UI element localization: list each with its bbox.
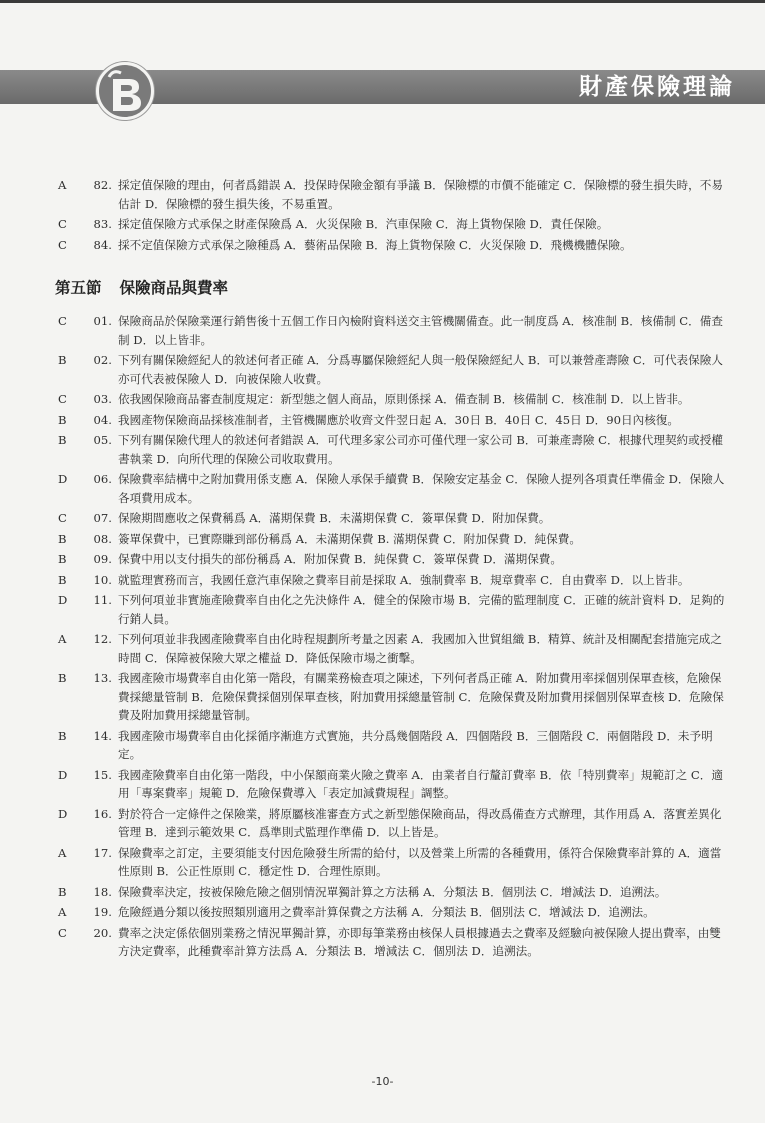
question-list-top (0, 176, 765, 254)
answer-key: B (58, 728, 67, 743)
answer-key: C (58, 217, 67, 231)
answer-key: C (58, 314, 67, 328)
question-item (0, 924, 765, 961)
question-text: 採定值保險方式承保之財產保險爲 A．火災保險 B．汽車保險 C．海上貨物保險 D．責任保險。 (118, 217, 609, 231)
question-text: 保險期間應收之保費稱爲 A．滿期保費 B．未滿期保費 C．簽單保費 D．附加保費。 (118, 511, 551, 525)
question-item (0, 844, 765, 881)
answer-key: A (58, 632, 67, 646)
question-number: 16. (93, 806, 112, 821)
question-text: 保費中用以支付損失的部份稱爲 A．附加保費 B．純保費 C．簽單保費 D．滿期保費。 (118, 552, 562, 566)
answer-key: B (58, 884, 67, 899)
question-item (0, 530, 765, 549)
answer-key: D (58, 767, 68, 782)
answer-key: D (58, 593, 68, 607)
question-number: 03. (93, 392, 112, 406)
question-number: 01. (93, 314, 112, 328)
answer-key: B (58, 433, 67, 447)
question-item (0, 236, 765, 255)
question-number: 02. (93, 353, 112, 367)
question-number: 19. (93, 905, 112, 919)
question-item (0, 431, 765, 468)
question-number: 18. (93, 884, 112, 899)
question-number: 20. (93, 925, 112, 940)
answer-key: B (58, 531, 67, 546)
question-text: 就監理實務而言，我國任意汽車保險之費率目前是採取 A．強制費率 B．規章費率 C．自由費率 D．以上皆非。 (118, 572, 690, 587)
question-item (0, 766, 765, 803)
answer-key: D (58, 806, 68, 821)
question-text: 我國產險市場費率自由化第一階段，有關業務檢查項之陳述，下列何者爲正確 A．附加費用率採個別保單查核，危險保費採總量管制 B．危險保費採個別保單查核，附加費用採總量管制 C．危險保費及附加費用採個別保單查核 D．危險保費及附加費用採總量管制。 (118, 671, 724, 722)
question-text: 保險費率決定，按被保險危險之個別情況單獨計算之方法稱 A．分類法 B．個別法 C．增減法 D．追溯法。 (118, 884, 667, 899)
question-text: 下列有關保險代理人的敘述何者錯誤 A．可代理多家公司亦可僅代理一家公司 B．可兼產壽險 C．根據代理契約或授權書執業 D．向所代理的保險公司收取費用。 (118, 433, 723, 466)
question-number: 82. (93, 178, 112, 192)
question-item (0, 509, 765, 528)
book-title: 財產保險理論 (579, 74, 735, 100)
question-text: 保險費率結構中之附加費用係支應 A．保險人承保手續費 B．保險安定基金 C．保險人提列各項責任準備金 D．保險人各項費用成本。 (118, 472, 725, 505)
answer-key: C (58, 237, 67, 252)
question-number: 13. (93, 671, 112, 685)
answer-key: B (58, 412, 67, 427)
question-number: 15. (93, 767, 112, 782)
question-text: 保險商品於保險業運行銷售後十五個工作日內檢附資料送交主管機關備查。此一制度爲 A．核准制 B．核備制 C．備查制 D．以上皆非。 (118, 314, 723, 347)
publisher-logo-icon (96, 62, 154, 120)
question-text: 我國產險市場費率自由化採循序漸進方式實施，共分爲幾個階段 A．四個階段 B．三個階段 C．兩個階段 D．未予明定。 (118, 728, 713, 761)
question-number: 05. (93, 433, 112, 447)
question-list-main (0, 312, 765, 961)
question-item (0, 470, 765, 507)
answer-key: C (58, 925, 67, 940)
question-number: 08. (93, 531, 112, 546)
question-number: 04. (93, 412, 112, 427)
question-number: 07. (93, 511, 112, 525)
question-text: 保險費率之訂定，主要須能支付因危險發生所需的給付，以及營業上所需的各種費用，係符合保險費率計算的 A．適當性原則 B．公正性原則 C．穩定性 D．合理性原則。 (118, 845, 722, 878)
question-item (0, 805, 765, 842)
answer-key: A (58, 178, 67, 192)
question-number: 12. (93, 632, 112, 646)
section-name: 保險商品與費率 (119, 278, 229, 297)
question-number: 17. (93, 845, 112, 860)
answer-key: D (58, 472, 68, 486)
question-text: 採不定值保險方式承保之險種爲 A．藝術品保險 B．海上貨物保險 C．火災保險 D．飛機機體保險。 (118, 237, 632, 252)
question-number: 84. (93, 237, 112, 252)
answer-key: B (58, 353, 67, 367)
question-text: 依我國保險商品審查制度規定：新型態之個人商品，原則係採 A．備查制 B．核備制 C．核准制 D．以上皆非。 (118, 392, 690, 406)
section-heading (55, 276, 765, 298)
top-border-line (0, 0, 765, 3)
question-item (0, 312, 765, 349)
question-number: 06. (93, 472, 112, 486)
question-number: 83. (93, 217, 112, 231)
section-label: 第五節 (55, 278, 102, 297)
question-item (0, 351, 765, 388)
question-text: 費率之決定係依個別業務之情況單獨計算，亦即每筆業務由核保人員根據過去之費率及經驗向被保險人提出費率，由雙方決定費率，此種費率計算方法爲 A．分類法 B．增減法 C．個別法 D．追溯法。 (118, 925, 721, 958)
answer-key: B (58, 671, 67, 685)
question-content (0, 176, 765, 963)
question-item (0, 390, 765, 409)
question-item (0, 571, 765, 590)
question-item (0, 176, 765, 213)
question-item (0, 727, 765, 764)
question-item (0, 550, 765, 569)
question-number: 10. (93, 572, 112, 587)
answer-key: C (58, 511, 67, 525)
question-text: 採定值保險的理由，何者爲錯誤 A．投保時保險金額有爭議 B．保險標的市價不能確定 C．保險標的發生損失時，不易估計 D．保險標的發生損失後，不易重置。 (118, 178, 723, 211)
question-item (0, 411, 765, 430)
question-text: 我國產險費率自由化第一階段，中小保額商業火險之費率 A．由業者自行釐訂費率 B．依「特別費率」規範訂之 C．適用「專案費率」規範 D．危險保費導入「表定加減費規程」調整。 (118, 767, 723, 800)
answer-key: A (58, 845, 67, 860)
question-item (0, 591, 765, 628)
question-text: 下列何項並非實施產險費率自由化之先決條件 A．健全的保險市場 B．完備的監理制度 C．正確的統計資料 D．足夠的行銷人員。 (118, 593, 725, 626)
question-text: 下列何項並非我國產險費率自由化時程規劃所考量之因素 A．我國加入世貿組織 B．精算、統計及相關配套措施完成之時間 C．保障被保險大眾之權益 D．降低保險市場之衝擊。 (118, 632, 722, 665)
page-number: -10- (371, 1075, 394, 1088)
question-item (0, 669, 765, 725)
answer-key: A (58, 905, 67, 919)
question-text: 下列有關保險經紀人的敘述何者正確 A．分爲專屬保險經紀人與一般保險經紀人 B．可以兼營產壽險 C．可代表保險人亦可代表被保險人 D．向被保險人收費。 (118, 353, 723, 386)
question-item (0, 903, 765, 922)
question-number: 09. (93, 552, 112, 566)
question-text: 對於符合一定條件之保險業，將原屬核准審查方式之新型態保險商品，得改爲備查方式辦理，其作用爲 A．落實差異化管理 B．達到示範效果 C．爲準則式監理作準備 D．以上皆是。 (118, 806, 722, 839)
answer-key: B (58, 572, 67, 587)
question-number: 14. (93, 728, 112, 743)
question-text: 我國產物保險商品採核准制者，主管機關應於收齊文件翌日起 A．30日 B．40日 C．45日 D．90日內核復。 (118, 412, 679, 427)
question-item (0, 883, 765, 902)
question-item (0, 215, 765, 234)
question-text: 危險經過分類以後按照類別適用之費率計算保費之方法稱 A．分類法 B．個別法 C．增減法 D．追溯法。 (118, 905, 655, 919)
question-text: 簽單保費中，已實際賺到部份稱爲 A．未滿期保費 B. 滿期保費 C．附加保費 D．純保費。 (118, 531, 581, 546)
question-number: 11. (93, 593, 112, 607)
answer-key: B (58, 552, 67, 566)
question-item (0, 630, 765, 667)
answer-key: C (58, 392, 67, 406)
